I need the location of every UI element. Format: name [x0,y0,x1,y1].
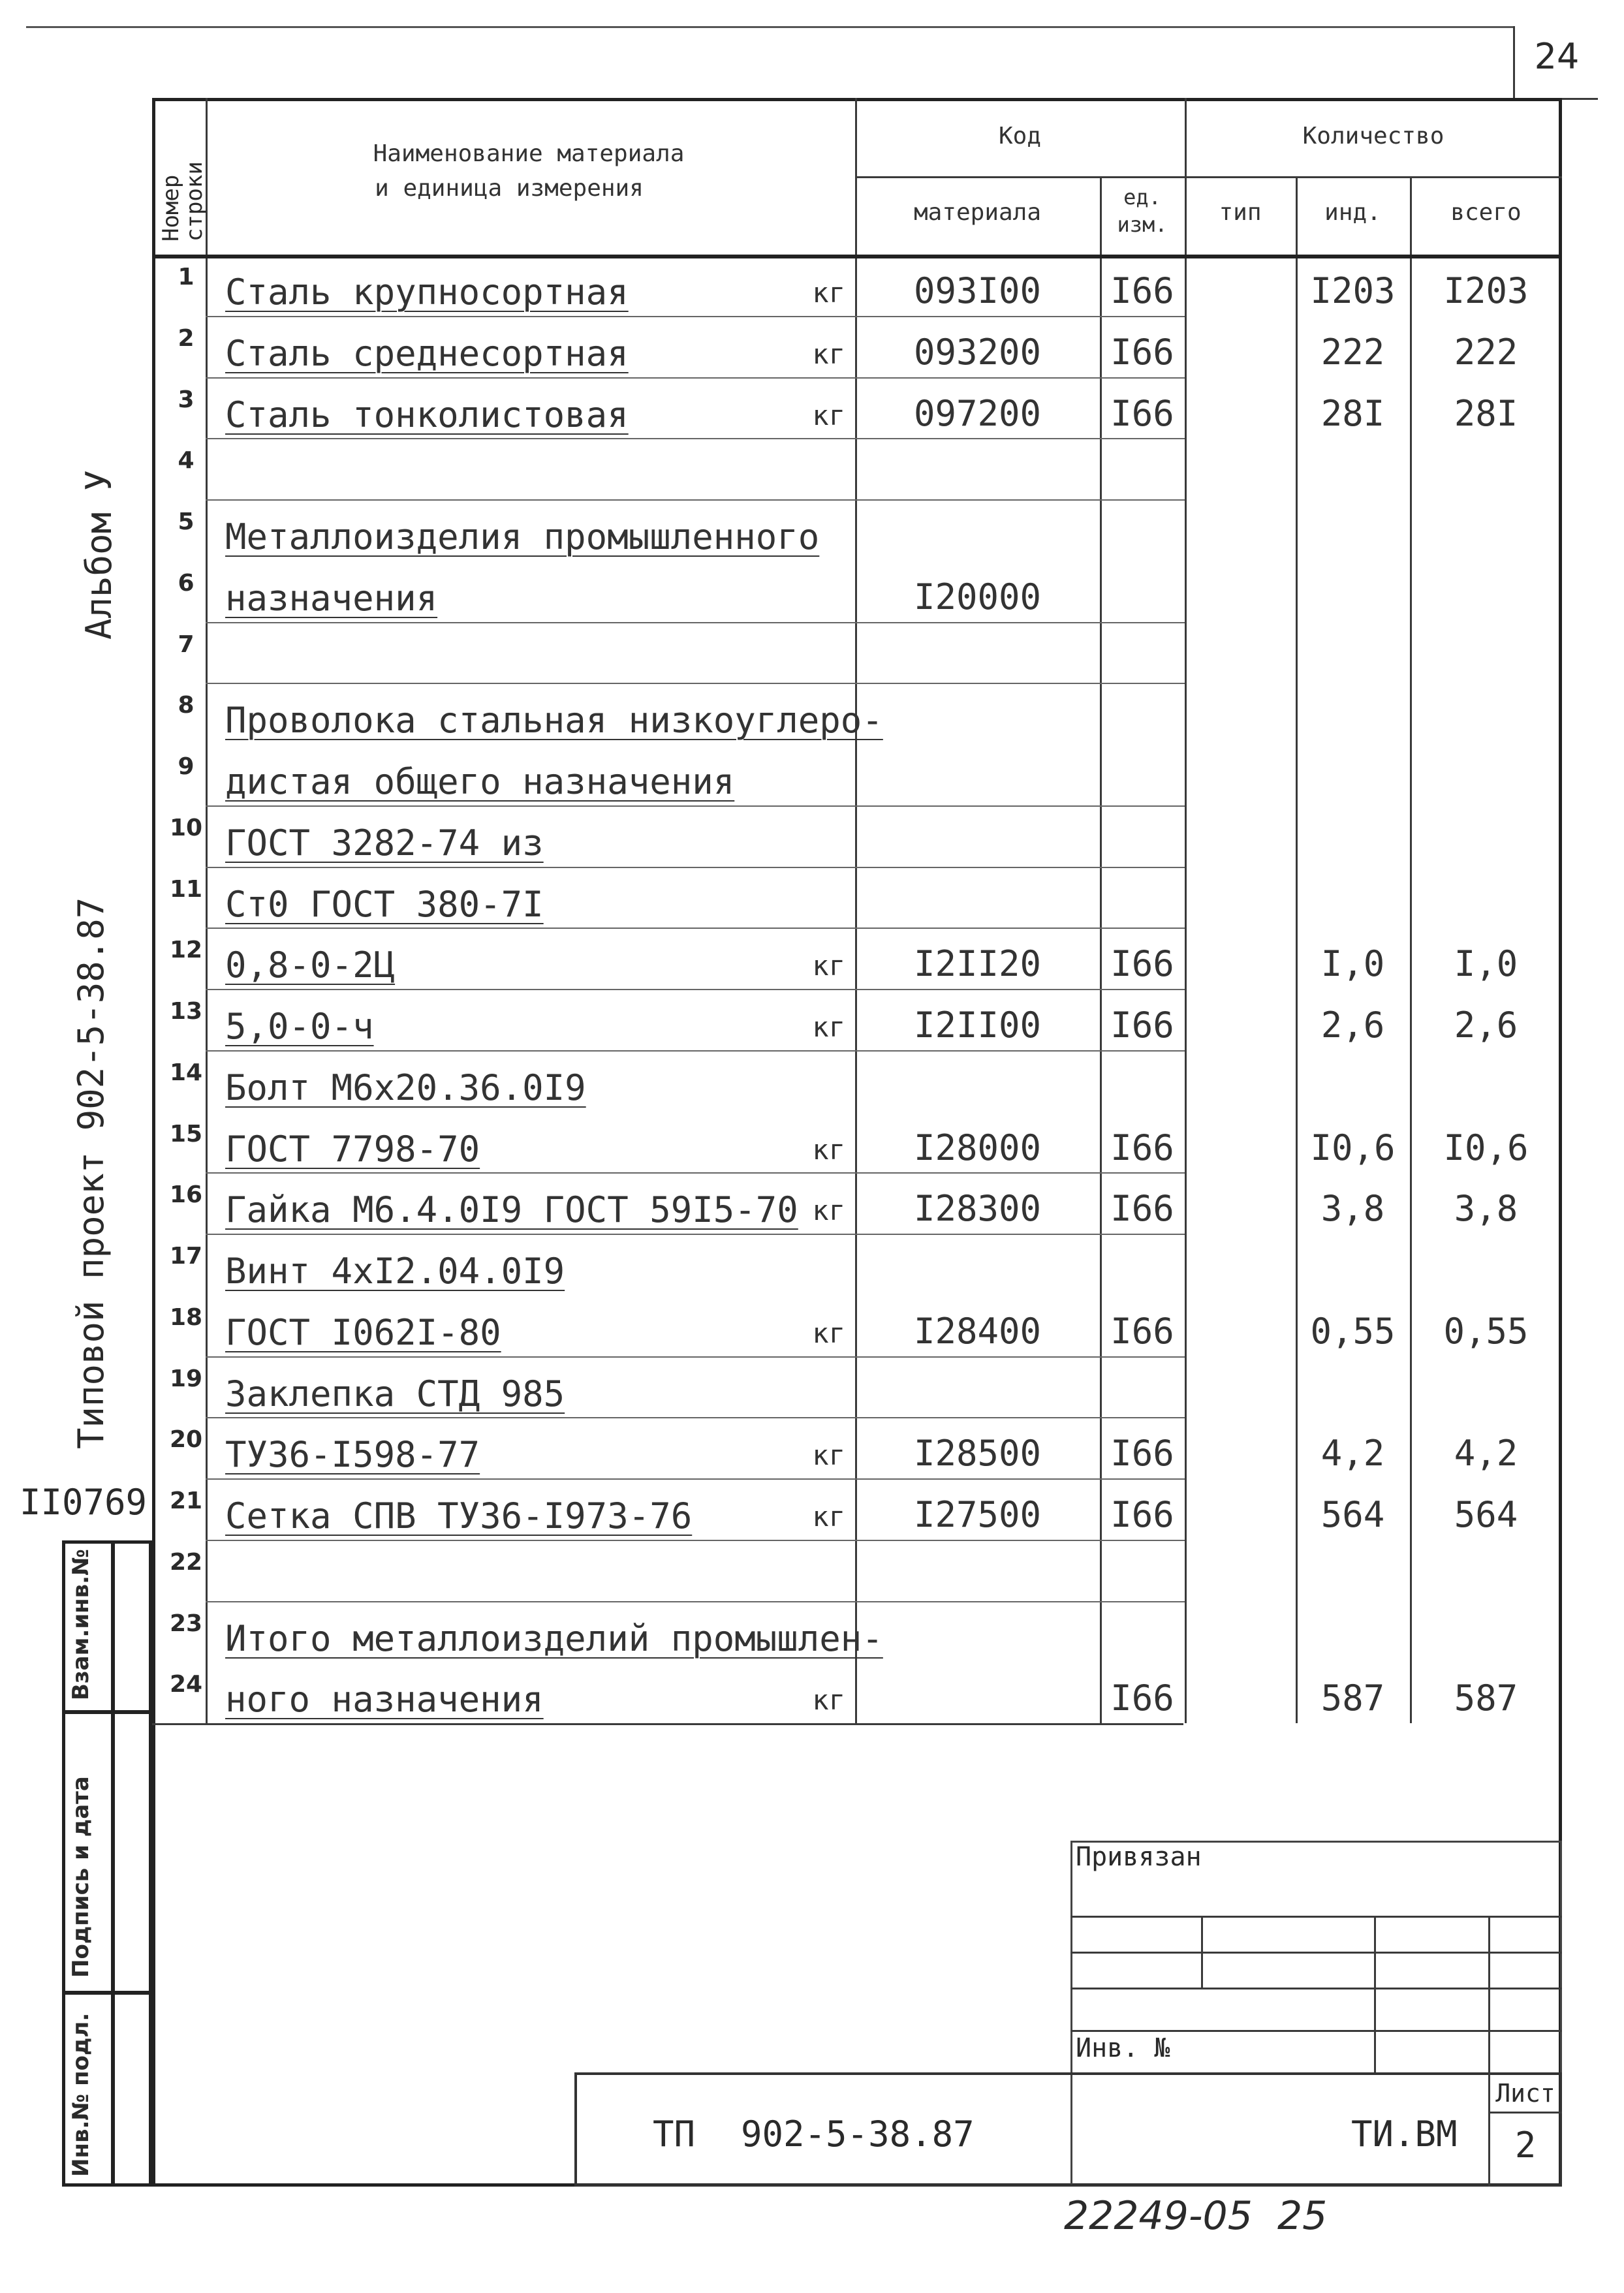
unit-label: кг [812,950,845,982]
header-row-number-line2: строки [181,161,208,242]
total-qty: 0,55 [1443,1310,1529,1352]
material-name: Сталь среднесортная [225,332,629,374]
individual-qty: I,0 [1320,943,1385,985]
material-name: ГОСТ 3282-74 из [225,822,544,864]
total-qty: I0,6 [1443,1127,1529,1168]
unit-code: I66 [1110,1127,1174,1168]
unit-label: кг [812,1011,845,1043]
page-number: 24 [1534,36,1580,77]
box-signature-date: Подпись и дата [68,1776,94,1978]
unit-label: кг [812,337,845,370]
row-separator [206,1234,1185,1235]
unit-code: I66 [1110,943,1174,985]
row-number: 17 [169,1243,203,1270]
row-separator [206,1601,1185,1602]
row-number: 23 [169,1610,203,1637]
header-name-line1: Наименование материала [373,140,685,167]
header-ind: инд. [1324,199,1381,226]
title-tp: ТП [653,2114,696,2155]
material-name: ГОСТ 7798-70 [225,1128,480,1170]
col-line-unit [1185,98,1187,1723]
material-name: дистая общего назначения [225,761,735,802]
row-number: 15 [169,1120,203,1147]
unit-code: I66 [1110,1310,1174,1352]
row-number: 9 [178,753,195,780]
row-separator [206,499,1185,501]
row-separator [206,805,1185,807]
row-number: 24 [169,1671,203,1698]
individual-qty: 4,2 [1320,1433,1385,1474]
row-number: 14 [169,1059,203,1086]
row-number: 10 [169,814,203,841]
left-stamp-divider [111,1540,115,2187]
total-qty: 3,8 [1454,1188,1518,1230]
header-quantity: Количество [1302,123,1444,149]
material-name: Сталь тонколистовая [225,394,629,435]
row-number: 6 [178,569,195,597]
box-replacement-inv: Взам.инв.№ [68,1549,94,1700]
unit-label: кг [812,1194,845,1227]
title-block-sheet-line [1488,2112,1562,2114]
unit-code: I66 [1110,270,1174,311]
individual-qty: 564 [1320,1494,1385,1535]
left-stamp-line-2 [62,1991,152,1995]
stamp-attached: Привязан [1076,1842,1202,1872]
row-number: 7 [178,631,195,658]
row-separator [206,622,1185,623]
stamp-col-3 [1488,1916,1490,2072]
individual-qty: 587 [1320,1677,1385,1719]
material-code: 093I00 [913,270,1042,311]
material-code: I2II00 [913,1005,1042,1046]
row-separator [206,1172,1185,1174]
row-number: 3 [178,386,195,413]
individual-qty: 3,8 [1320,1188,1385,1230]
row-separator [206,1356,1185,1358]
material-name: 0,8-0-2Ц [225,944,396,986]
row-number: 2 [178,324,195,352]
header-bottom [152,255,1562,258]
row-separator [206,1540,1185,1541]
row-number: 1 [178,264,195,290]
material-name: 5,0-0-ч [225,1006,374,1047]
unit-label: кг [812,1439,845,1472]
row-separator [206,683,1185,684]
material-name: Проволока стальная низкоуглеро- [225,700,883,741]
unit-code: I66 [1110,1677,1174,1719]
header-total: всего [1450,199,1522,226]
material-name: ного назначения [225,1679,544,1721]
row-separator [206,928,1185,929]
title-project-code: 902-5-38.87 [741,2114,975,2155]
unit-code: I66 [1110,1188,1174,1230]
stamp-col-2 [1374,1916,1376,2072]
header-unit-1: ед. [1123,185,1161,210]
material-code: I28400 [913,1310,1042,1352]
unit-label: кг [812,277,845,309]
material-code: I28500 [913,1433,1042,1474]
left-stamp-line-1 [62,1710,152,1714]
individual-qty: 0,55 [1310,1310,1396,1352]
row-number: 12 [169,937,203,964]
total-qty: 28I [1454,392,1518,434]
material-code: I28000 [913,1127,1042,1168]
page-number-box-divider [1513,26,1515,98]
material-name: Сталь крупносортная [225,272,629,313]
row-separator [206,989,1185,990]
album-label: Альбом У [78,469,119,640]
header-subline [855,176,1562,178]
row-number: 4 [178,447,195,475]
total-qty: 222 [1454,331,1518,373]
material-code: I2II20 [913,943,1042,985]
row-number: 5 [178,508,195,535]
archive-number: II0769 [20,1482,148,1523]
box-original-inv: Инв.№ подл. [68,2012,94,2177]
row-separator [206,316,1185,317]
individual-qty: 222 [1320,331,1385,373]
title-sheet-label: Лист [1495,2079,1555,2108]
unit-code: I66 [1110,1005,1174,1046]
row-number: 13 [169,998,203,1025]
material-name: назначения [225,577,438,619]
unit-code: I66 [1110,1433,1174,1474]
total-qty: 2,6 [1454,1005,1518,1046]
row-number: 16 [169,1181,203,1209]
unit-label: кг [812,1133,845,1166]
material-name: Сетка СПВ ТУ36-I973-76 [225,1495,693,1536]
material-name: Заклепка СТД 985 [225,1373,565,1414]
material-name: Металлоизделия промышленного [225,516,820,557]
title-doc-code: ТИ.ВМ [1351,2114,1458,2155]
material-name: ТУ36-I598-77 [225,1434,480,1476]
total-qty: 4,2 [1454,1433,1518,1474]
row-number: 8 [178,692,195,719]
unit-code: I66 [1110,1494,1174,1535]
material-name: Итого металлоизделий промышлен- [225,1617,883,1659]
stamp-col-1 [1201,1916,1203,1988]
header-type: тип [1219,199,1262,226]
unit-code: I66 [1110,331,1174,373]
unit-label: кг [812,399,845,431]
row-number: 18 [169,1303,203,1331]
total-qty: 564 [1454,1494,1518,1535]
row-separator [206,377,1185,379]
material-name: ГОСТ I062I-80 [225,1311,501,1353]
header-code: Код [998,123,1042,149]
material-name: Ст0 ГОСТ 380-7I [225,883,544,925]
total-qty: I,0 [1454,943,1518,985]
total-qty: I203 [1443,270,1529,311]
header-row-number [159,161,206,242]
individual-qty: 2,6 [1320,1005,1385,1046]
material-code: 093200 [913,331,1042,373]
individual-qty: I203 [1310,270,1396,311]
top-border [26,26,1513,28]
total-qty: 587 [1454,1677,1518,1719]
handwritten-footer: 22249-05 25 [1064,2193,1328,2239]
material-name: Винт 4хI2.04.0I9 [225,1251,565,1292]
row-separator [206,1050,1185,1052]
header-unit-2: изм. [1117,212,1168,237]
individual-qty: 28I [1320,392,1385,434]
stamp-inv-no: Инв. № [1076,2033,1170,2063]
material-code: 097200 [913,392,1042,434]
unit-code: I66 [1110,392,1174,434]
individual-qty: I0,6 [1310,1127,1396,1168]
material-name: Болт М6х20.36.0I9 [225,1067,586,1108]
row-separator [206,438,1185,439]
unit-label: кг [812,1501,845,1533]
row-number: 22 [169,1548,203,1576]
material-code: I27500 [913,1494,1042,1535]
row-separator [206,867,1185,868]
unit-label: кг [812,1684,845,1717]
row-number: 19 [169,1365,203,1392]
row-number: 21 [169,1488,203,1514]
table-bottom [152,1723,1183,1725]
title-sheet-number: 2 [1514,2125,1537,2166]
header-row-number-line1: Номер [158,174,184,242]
project-label: Типовой проект 902-5-38.87 [70,897,112,1449]
row-separator [206,1417,1185,1418]
material-name: Гайка М6.4.0I9 ГОСТ 59I5-70 [225,1189,798,1231]
row-number: 20 [169,1426,203,1454]
row-separator [206,1478,1185,1480]
header-material: материала [913,199,1042,226]
material-code: I28300 [913,1188,1042,1230]
header-name-line2: и единица измерения [375,175,644,202]
material-code: I20000 [913,576,1042,617]
unit-label: кг [812,1317,845,1349]
row-number: 11 [169,875,203,903]
